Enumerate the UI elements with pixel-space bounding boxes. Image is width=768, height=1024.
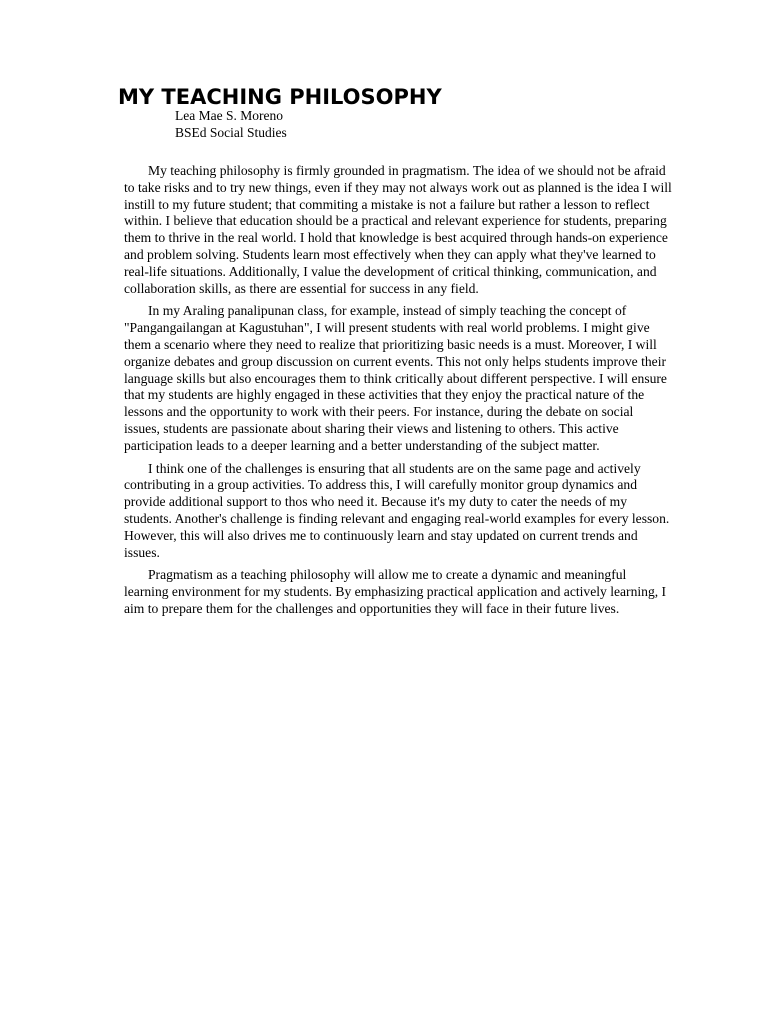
paragraph-3: I think one of the challenges is ensuring that all students are on the same page and actively contributing in a group activities. To address this, I will carefully monitor group dynamics and provide additional support to thos who need it. Because it's my duty to cater the needs of my students. Another's challenge is finding relevant and engaging real-world examples for every lesson. However, this will also drives me to continuously learn and stay updated on current trends and issues.	[124, 460, 670, 560]
author-name: Lea Mae S. Moreno	[175, 108, 283, 123]
author-block	[175, 108, 287, 141]
paragraph-2: In my Araling panalipunan class, for example, instead of simply teaching the concept of "Pangangailangan at Kagustuhan", I will present students with real world problems. I might give them a scenario where they need to realize that prioritizing basic needs is a must. Moreover, I will organize debates and group discussion on current events. This not only helps students improve their language skills but also encourages them to think critically about different perspective. I will ensure that my students are highly engaged in these activities that they enjoy the practical nature of the lessons and the opportunity to work with their peers. For instance, during the debate on social issues, students are passionate about sharing their views and listening to others. This active participation leads to a deeper learning and a better understanding of the subject matter.	[124, 303, 667, 453]
author-program: BSEd Social Studies	[175, 124, 287, 140]
paragraph-1: My teaching philosophy is firmly grounded in pragmatism. The idea of we should not be afraid to take risks and to try new things, even if they may not always work out as planned is the idea I will instill to my future student; that commiting a mistake is not a failure but rather a lesson to reflect within. I believe that education should be a practical and relevant experience for students, preparing them to thrive in the real world. I hold that knowledge is best acquired through hands-on experience and problem solving. Students learn most effectively when they can apply what they've learned to real-life situations. Additionally, I value the development of critical thinking, communication, and collaboration skills, as there are essential for success in any field.	[124, 163, 672, 296]
document-body	[124, 163, 672, 624]
page-title: MY TEACHING PHILOSOPHY	[118, 85, 442, 109]
paragraph-4: Pragmatism as a teaching philosophy will allow me to create a dynamic and meaningful learning environment for my students. By emphasizing practical application and actively learning, I aim to prepare them for the challenges and opportunities they will face in their future lives.	[124, 567, 667, 616]
